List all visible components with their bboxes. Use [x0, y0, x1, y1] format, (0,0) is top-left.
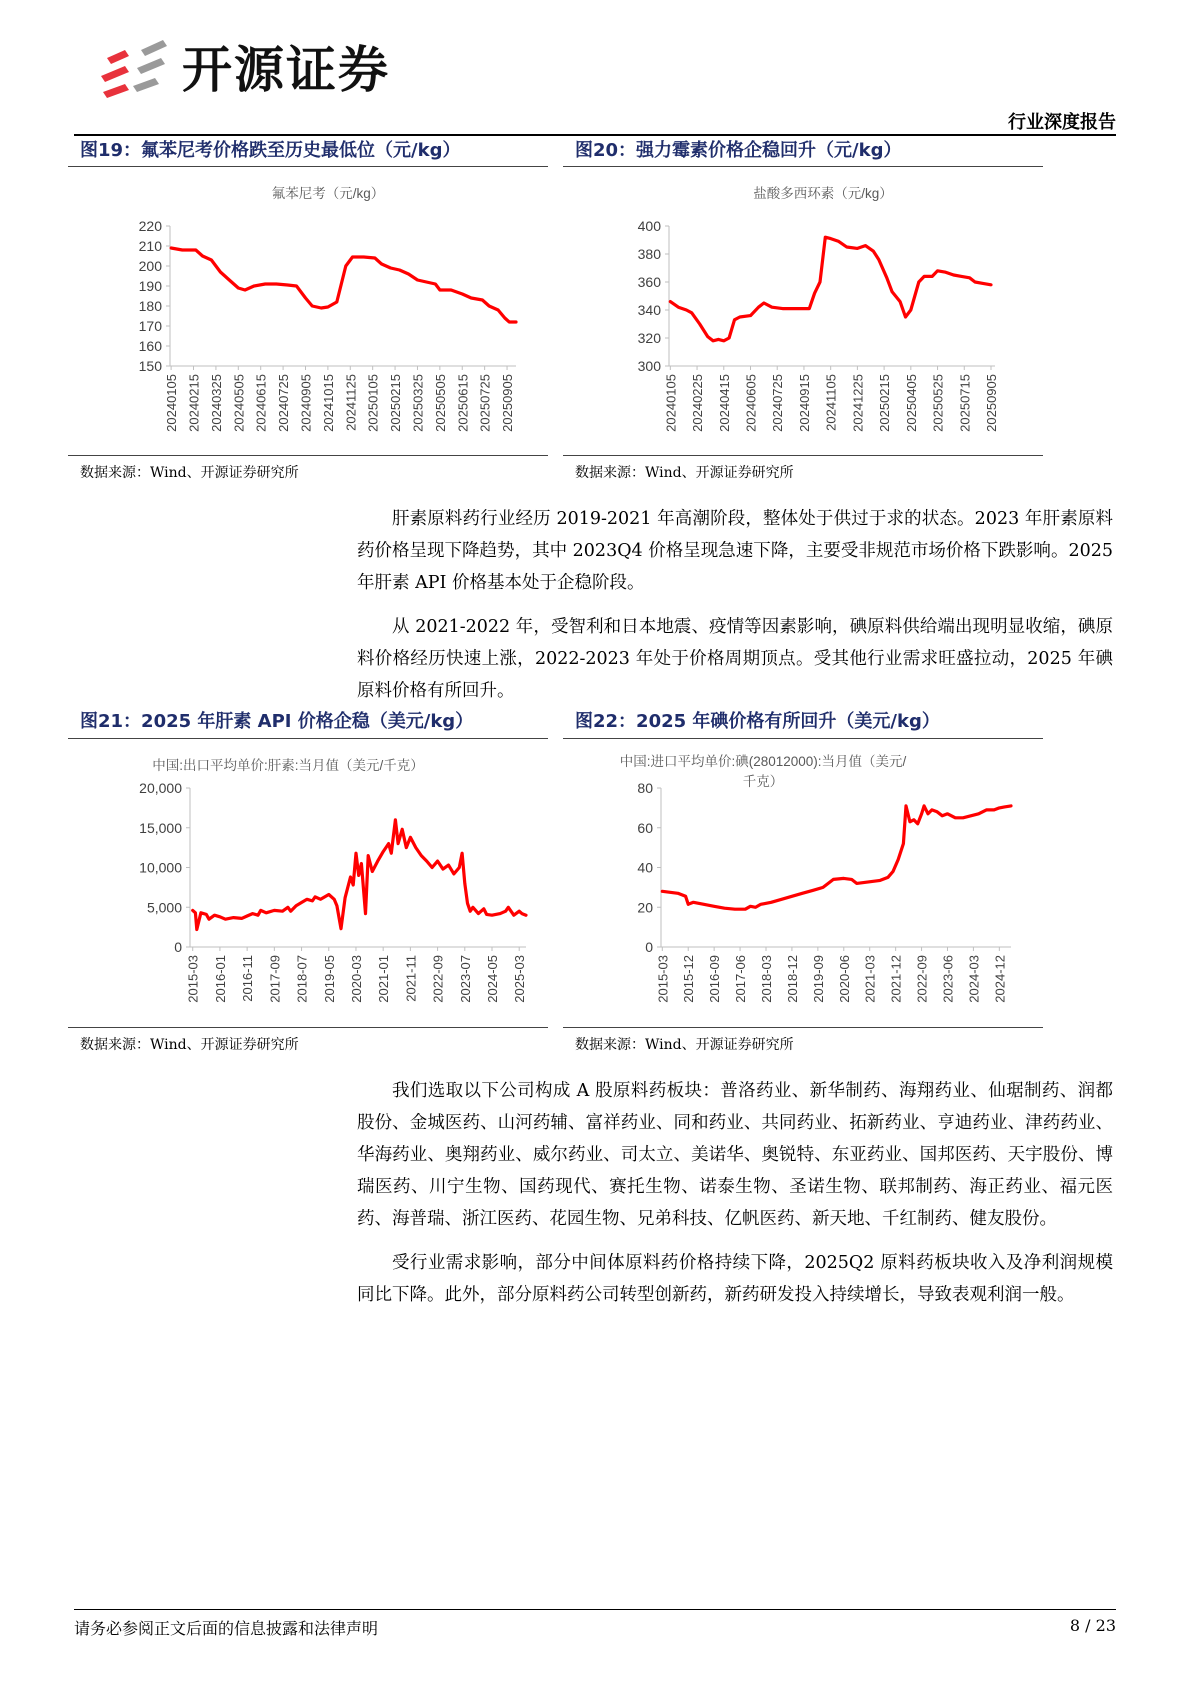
fig20-title: 图20：强力霉素价格企稳回升（元/kg）	[575, 140, 902, 161]
chart-title-line-1: 中国:进口平均单价:碘(28012000):当月值（美元/	[619, 754, 907, 769]
x-tick-label: 20240725	[276, 374, 292, 432]
x-tick-label: 20240915	[796, 374, 812, 432]
x-tick-label: 20240725	[770, 374, 786, 432]
x-tick-label: 20240325	[208, 374, 224, 432]
x-tick-label: 20240225	[690, 374, 706, 432]
fig21-source: 数据来源：Wind、开源证券研究所	[80, 1037, 299, 1053]
report-type-label: 行业深度报告	[1008, 112, 1116, 133]
x-tick-label: 20241225	[850, 374, 866, 432]
x-tick-label: 20250505	[432, 374, 448, 432]
fig19-chart	[68, 172, 548, 450]
x-tick-label: 2023-06	[940, 955, 956, 1003]
x-tick-label: 2024-05	[484, 955, 500, 1003]
series-line	[670, 237, 991, 341]
x-tick-label: 20240215	[186, 374, 202, 432]
x-tick-label: 20241105	[823, 374, 839, 431]
fig22-chart	[563, 744, 1043, 1022]
fig22-source: 数据来源：Wind、开源证券研究所	[575, 1037, 794, 1053]
fig21-title-rule	[68, 738, 548, 739]
x-tick-label: 2024-03	[966, 955, 982, 1003]
y-tick-label: 180	[138, 298, 162, 314]
company-logo	[99, 40, 175, 104]
fig20-title-rule	[563, 166, 1043, 167]
y-tick-label: 360	[637, 274, 661, 290]
x-tick-label: 20241125	[343, 374, 359, 431]
x-tick-label: 20250615	[455, 374, 471, 432]
x-tick-label: 20240415	[716, 374, 732, 432]
chart-title: 氟苯尼考（元/kg）	[271, 186, 385, 201]
x-tick-label: 20250325	[410, 374, 426, 432]
x-tick-label: 2015-03	[655, 955, 671, 1003]
footer-divider	[74, 1609, 1116, 1610]
x-tick-label: 2016-09	[707, 955, 723, 1003]
x-tick-label: 20240105	[164, 374, 180, 432]
x-tick-label: 20240615	[253, 374, 269, 432]
series-line	[193, 820, 526, 930]
x-tick-label: 20240905	[298, 374, 314, 432]
x-tick-label: 2021-03	[862, 955, 878, 1003]
x-tick-label: 2022-09	[914, 955, 930, 1003]
fig19-title-rule	[68, 166, 548, 167]
paragraph-heparin: 肝素原料药行业经历 2019-2021 年高潮阶段，整体处于供过于求的状态。2023 年肝素原料药价格呈现下降趋势，其中 2023Q4 价格呈现急速下降，主要受非规范市场价格下跌影响。2025 年肝素 API 价格基本处于企稳阶段。	[357, 509, 1113, 593]
header-divider	[74, 134, 1116, 136]
x-tick-label: 2021-12	[888, 955, 904, 1003]
fig22-source-rule	[563, 1027, 1043, 1028]
x-tick-label: 20250525	[930, 374, 946, 432]
y-tick-label: 0	[174, 939, 182, 955]
x-tick-label: 2021-01	[376, 955, 392, 1003]
fig21-source-rule	[68, 1027, 548, 1028]
x-tick-label: 2015-12	[681, 955, 697, 1003]
company-name: 开源证券	[182, 41, 390, 99]
x-tick-label: 2018-07	[294, 955, 310, 1003]
x-tick-label: 20250725	[477, 374, 493, 432]
x-tick-label: 2020-03	[348, 955, 364, 1003]
fig20-source: 数据来源：Wind、开源证券研究所	[575, 465, 794, 481]
paragraph-performance: 受行业需求影响，部分中间体原料药价格持续下降，2025Q2 原料药板块收入及净利润规模同比下降。此外，部分原料药公司转型创新药，新药研发投入持续增长，导致表观利润一般。	[357, 1253, 1113, 1305]
x-tick-label: 20250905	[500, 374, 516, 432]
y-tick-label: 190	[138, 278, 162, 294]
x-tick-label: 2020-06	[836, 955, 852, 1003]
y-tick-label: 160	[138, 338, 162, 354]
x-tick-label: 2018-12	[784, 955, 800, 1003]
x-tick-label: 20250715	[957, 374, 973, 432]
y-tick-label: 20	[637, 899, 653, 916]
y-tick-label: 380	[637, 246, 661, 262]
chart-title	[620, 753, 907, 789]
fig19-source: 数据来源：Wind、开源证券研究所	[80, 465, 299, 481]
paragraph-company-list: 我们选取以下公司构成 A 股原料药板块：普洛药业、新华制药、海翔药业、仙琚制药、润都股份、金城医药、山河药辅、富祥药业、同和药业、共同药业、拓新药业、亨迪药业、津药药业、华海药业、奥翔药业、威尔药业、司太立、美诺华、奥锐特、东亚药业、国邦医药、天宇股份、博瑞医药、川宁生物、国药现代、赛托生物、诺泰生物、圣诺生物、联邦制药、海正药业、福元医药、海普瑞、浙江医药、花园生物、兄弟科技、亿帆医药、新天地、千红制药、健友股份。	[357, 1081, 1113, 1229]
y-tick-label: 60	[637, 819, 653, 836]
x-tick-label: 2022-09	[430, 955, 446, 1003]
y-tick-label: 340	[637, 302, 661, 318]
x-tick-label: 2025-03	[512, 955, 528, 1003]
chart-title: 中国:出口平均单价:肝素:当月值（美元/千克）	[152, 758, 424, 773]
y-tick-label: 170	[138, 318, 162, 334]
paragraph-iodine: 从 2021-2022 年，受智利和日本地震、疫情等因素影响，碘原料供给端出现明显收缩，碘原料价格经历快速上涨，2022-2023 年处于价格周期顶点。受其他行业需求旺盛拉动，2025 年碘原料价格有所回升。	[357, 617, 1113, 701]
y-tick-label: 220	[138, 218, 162, 234]
y-tick-label: 210	[138, 238, 162, 254]
y-tick-label: 400	[637, 218, 661, 234]
x-tick-label: 20241015	[320, 374, 336, 432]
y-tick-label: 10,000	[139, 859, 182, 876]
x-tick-label: 2024-12	[992, 955, 1008, 1003]
x-tick-label: 2021-11	[403, 955, 419, 1002]
body-text-block-1	[357, 503, 1113, 719]
x-tick-label: 2019-05	[321, 955, 337, 1003]
x-tick-label: 20250405	[903, 374, 919, 432]
fig20-chart	[563, 172, 1043, 450]
y-tick-label: 5,000	[146, 899, 182, 916]
series-line	[171, 248, 516, 322]
y-tick-label: 80	[637, 780, 653, 796]
x-tick-label: 20250105	[365, 374, 381, 432]
x-tick-label: 20250215	[388, 374, 404, 432]
y-tick-label: 20,000	[139, 780, 182, 796]
y-tick-label: 0	[645, 939, 653, 955]
y-tick-label: 300	[637, 358, 661, 374]
x-tick-label: 2018-03	[759, 955, 774, 1003]
x-tick-label: 2016-11	[240, 955, 256, 1002]
fig22-title-rule	[563, 738, 1043, 739]
x-tick-label: 20250215	[877, 374, 893, 432]
y-tick-label: 40	[637, 859, 653, 876]
fig21-title: 图21：2025 年肝素 API 价格企稳（美元/kg）	[80, 711, 474, 732]
series-line	[662, 806, 1011, 909]
page-number: 8 / 23	[1069, 1616, 1116, 1635]
x-tick-label: 2016-01	[212, 955, 228, 1003]
x-tick-label: 2017-06	[733, 955, 749, 1003]
logo-mark-icon	[99, 40, 175, 100]
x-tick-label: 20240505	[231, 374, 247, 432]
fig22-title: 图22：2025 年碘价格有所回升（美元/kg）	[575, 711, 940, 732]
x-tick-label: 2017-09	[267, 955, 283, 1003]
x-tick-label: 20240105	[663, 374, 679, 432]
x-tick-label: 20250905	[983, 374, 999, 432]
y-tick-label: 200	[138, 258, 162, 274]
x-tick-label: 2023-07	[457, 955, 473, 1003]
x-tick-label: 20240605	[743, 374, 759, 432]
body-text-block-2	[357, 1075, 1113, 1323]
y-tick-label: 320	[637, 330, 661, 346]
y-tick-label: 150	[138, 358, 162, 374]
footer-disclaimer: 请务必参阅正文后面的信息披露和法律声明	[74, 1619, 379, 1638]
fig19-title: 图19：氟苯尼考价格跌至历史最低位（元/kg）	[80, 140, 461, 161]
x-tick-label: 2019-09	[810, 955, 826, 1003]
chart-title-line-2: 千克）	[742, 774, 784, 789]
fig20-source-rule	[563, 455, 1043, 456]
chart-title: 盐酸多西环素（元/kg）	[753, 186, 893, 201]
y-tick-label: 15,000	[139, 819, 182, 836]
fig21-chart	[68, 744, 548, 1022]
fig19-source-rule	[68, 455, 548, 456]
x-tick-label: 2015-03	[185, 955, 201, 1003]
